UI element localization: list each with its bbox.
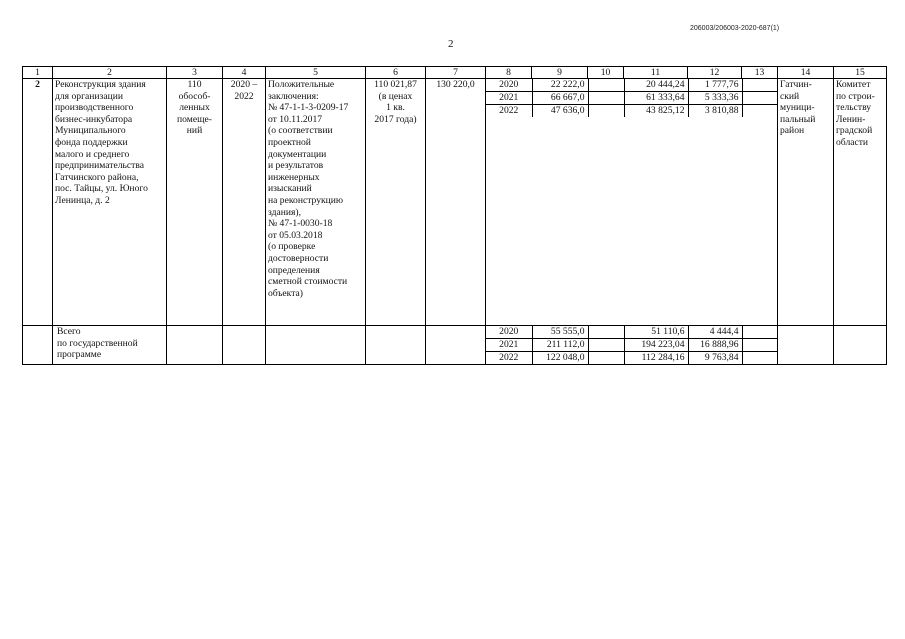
amount-cell: [588, 79, 624, 92]
column-number: 4: [223, 67, 266, 79]
column-number: 12: [688, 67, 742, 79]
amount-cell: [742, 79, 778, 92]
column-number: 15: [834, 67, 887, 79]
amount-cell: 112 284,16: [624, 352, 688, 365]
amount-cell: 43 825,12: [624, 105, 688, 118]
amount-cell: 66 667,0: [532, 92, 588, 105]
amount-cell: 194 223,04: [624, 339, 688, 352]
text-line: (о проверке: [268, 241, 316, 253]
text-line: изысканий: [268, 183, 312, 195]
text-line: 1 кв.: [386, 102, 405, 114]
text-line: малого и среднего: [55, 148, 130, 160]
current-cost: 130 220,0: [426, 79, 486, 326]
total-year-row: [486, 339, 778, 352]
text-line: район: [780, 125, 805, 137]
amount-cell: 47 636,0: [532, 105, 588, 118]
text-line: Положительные: [268, 79, 335, 90]
amount-cell: [588, 339, 624, 352]
year-cell: 2022: [499, 352, 519, 363]
amount-cell: [742, 92, 778, 105]
amount-cell: [742, 326, 778, 339]
capacity: [167, 79, 223, 326]
column-number: 7: [426, 67, 486, 79]
text-line: (о соответствии: [268, 125, 333, 137]
text-line: Реконструкция здания: [55, 79, 146, 90]
table-row: [23, 79, 887, 326]
amount-cell: 3 810,88: [688, 105, 742, 118]
text-line: по строи-: [836, 90, 875, 102]
text-line: для организации: [55, 90, 123, 102]
text-line: и результатов: [268, 160, 324, 172]
text-line: № 47-1-1-3-0209-17: [268, 102, 349, 114]
text-line: здания),: [268, 206, 302, 218]
text-line: Всего: [57, 326, 81, 337]
column-number: 13: [742, 67, 778, 79]
amount-cell: 9 763,84: [688, 352, 742, 365]
text-line: 110: [187, 79, 202, 90]
text-line: по государственной: [57, 337, 138, 349]
column-number: 2: [53, 67, 167, 79]
text-line: Ленин-: [836, 113, 866, 125]
text-line: определения: [268, 264, 320, 276]
municipality: [778, 79, 834, 326]
amount-cell: [588, 352, 624, 365]
amount-cell: [742, 105, 778, 118]
program-table: [22, 66, 887, 365]
estimated-cost: [366, 79, 426, 326]
total-label: [53, 326, 167, 365]
text-line: ний: [186, 125, 203, 137]
year-financing-row: [486, 92, 778, 105]
year-cell: 2020: [486, 79, 532, 92]
text-line: сметной стоимости: [268, 276, 348, 288]
column-number: 10: [588, 67, 624, 79]
text-line: производственного: [55, 102, 134, 114]
page-number: 2: [448, 38, 454, 50]
text-line: заключения:: [268, 90, 319, 102]
text-line: пальный: [780, 113, 816, 125]
text-line: объекта): [268, 287, 303, 299]
construction-period: [223, 79, 266, 326]
column-number: 6: [366, 67, 426, 79]
text-line: 2022: [234, 90, 254, 102]
text-line: 110 021,87: [374, 79, 417, 90]
amount-cell: 122 048,0: [532, 352, 588, 365]
text-line: проектной: [268, 136, 311, 148]
amount-cell: 5 333,36: [688, 92, 742, 105]
column-number: 9: [532, 67, 588, 79]
responsible-committee: [834, 79, 887, 326]
column-number: 3: [167, 67, 223, 79]
amount-cell: 61 333,64: [624, 92, 688, 105]
year-cell: 2020: [486, 326, 532, 339]
total-yearly-financing: [486, 326, 778, 365]
total-year-row: [486, 352, 778, 365]
text-line: муници-: [780, 102, 815, 114]
column-number: 1: [23, 67, 53, 79]
document-id: 206003/206003-2020-687(1): [690, 25, 780, 32]
amount-cell: 20 444,24: [624, 79, 688, 92]
expert-conclusions: [266, 79, 366, 326]
row-number: 2: [23, 79, 53, 326]
text-line: градской: [836, 125, 873, 137]
text-line: обособ-: [178, 90, 211, 102]
text-line: фонда поддержки: [55, 136, 128, 148]
text-line: на реконструкцию: [268, 194, 344, 206]
text-line: Муниципального: [55, 125, 126, 137]
amount-cell: [742, 339, 778, 352]
column-number-row: [23, 67, 887, 79]
year-financing-row: [486, 79, 778, 92]
amount-cell: 51 110,6: [624, 326, 688, 339]
text-line: документации: [268, 148, 327, 160]
text-line: Комитет: [836, 79, 871, 90]
text-line: тельству: [836, 102, 872, 114]
column-number: 14: [778, 67, 834, 79]
text-line: от 10.11.2017: [268, 113, 323, 125]
amount-cell: 22 222,0: [532, 79, 588, 92]
amount-cell: 4 444,4: [688, 326, 742, 339]
text-line: Гатчинского района,: [55, 171, 139, 183]
total-row: [23, 326, 887, 365]
year-cell: 2021: [486, 92, 532, 105]
text-line: инженерных: [268, 171, 320, 183]
text-line: программе: [57, 349, 102, 361]
text-line: № 47-1-0030-18: [268, 218, 333, 230]
column-number: 8: [486, 67, 532, 79]
amount-cell: 16 888,96: [688, 339, 742, 352]
year-financing-row: [486, 105, 778, 118]
amount-cell: [588, 92, 624, 105]
text-line: предпринимательства: [55, 160, 145, 172]
text-line: помеще-: [177, 113, 212, 125]
text-line: Ленинца, д. 2: [55, 194, 110, 206]
text-line: достоверности: [268, 252, 329, 264]
column-number: 11: [624, 67, 688, 79]
amount-cell: 1 777,76: [688, 79, 742, 92]
text-line: 2017 года): [374, 113, 417, 125]
total-year-row: [486, 326, 778, 339]
text-line: области: [836, 136, 869, 148]
column-number: 5: [266, 67, 366, 79]
object-name: [53, 79, 167, 326]
amount-cell: 55 555,0: [532, 326, 588, 339]
amount-cell: [742, 352, 778, 365]
text-line: бизнес-инкубатора: [55, 113, 133, 125]
amount-cell: 211 112,0: [532, 339, 588, 352]
yearly-financing: [486, 79, 778, 326]
amount-cell: [588, 105, 624, 118]
amount-cell: [588, 326, 624, 339]
year-cell: 2022: [499, 105, 519, 116]
text-line: ленных: [179, 102, 210, 114]
text-line: от 05.03.2018: [268, 229, 323, 241]
text-line: Гатчин-: [780, 79, 812, 90]
text-line: 2020 –: [230, 79, 258, 90]
year-cell: 2021: [486, 339, 532, 352]
text-line: (в ценах: [378, 90, 413, 102]
text-line: пос. Тайцы, ул. Юного: [55, 183, 148, 195]
text-line: ский: [780, 90, 800, 102]
